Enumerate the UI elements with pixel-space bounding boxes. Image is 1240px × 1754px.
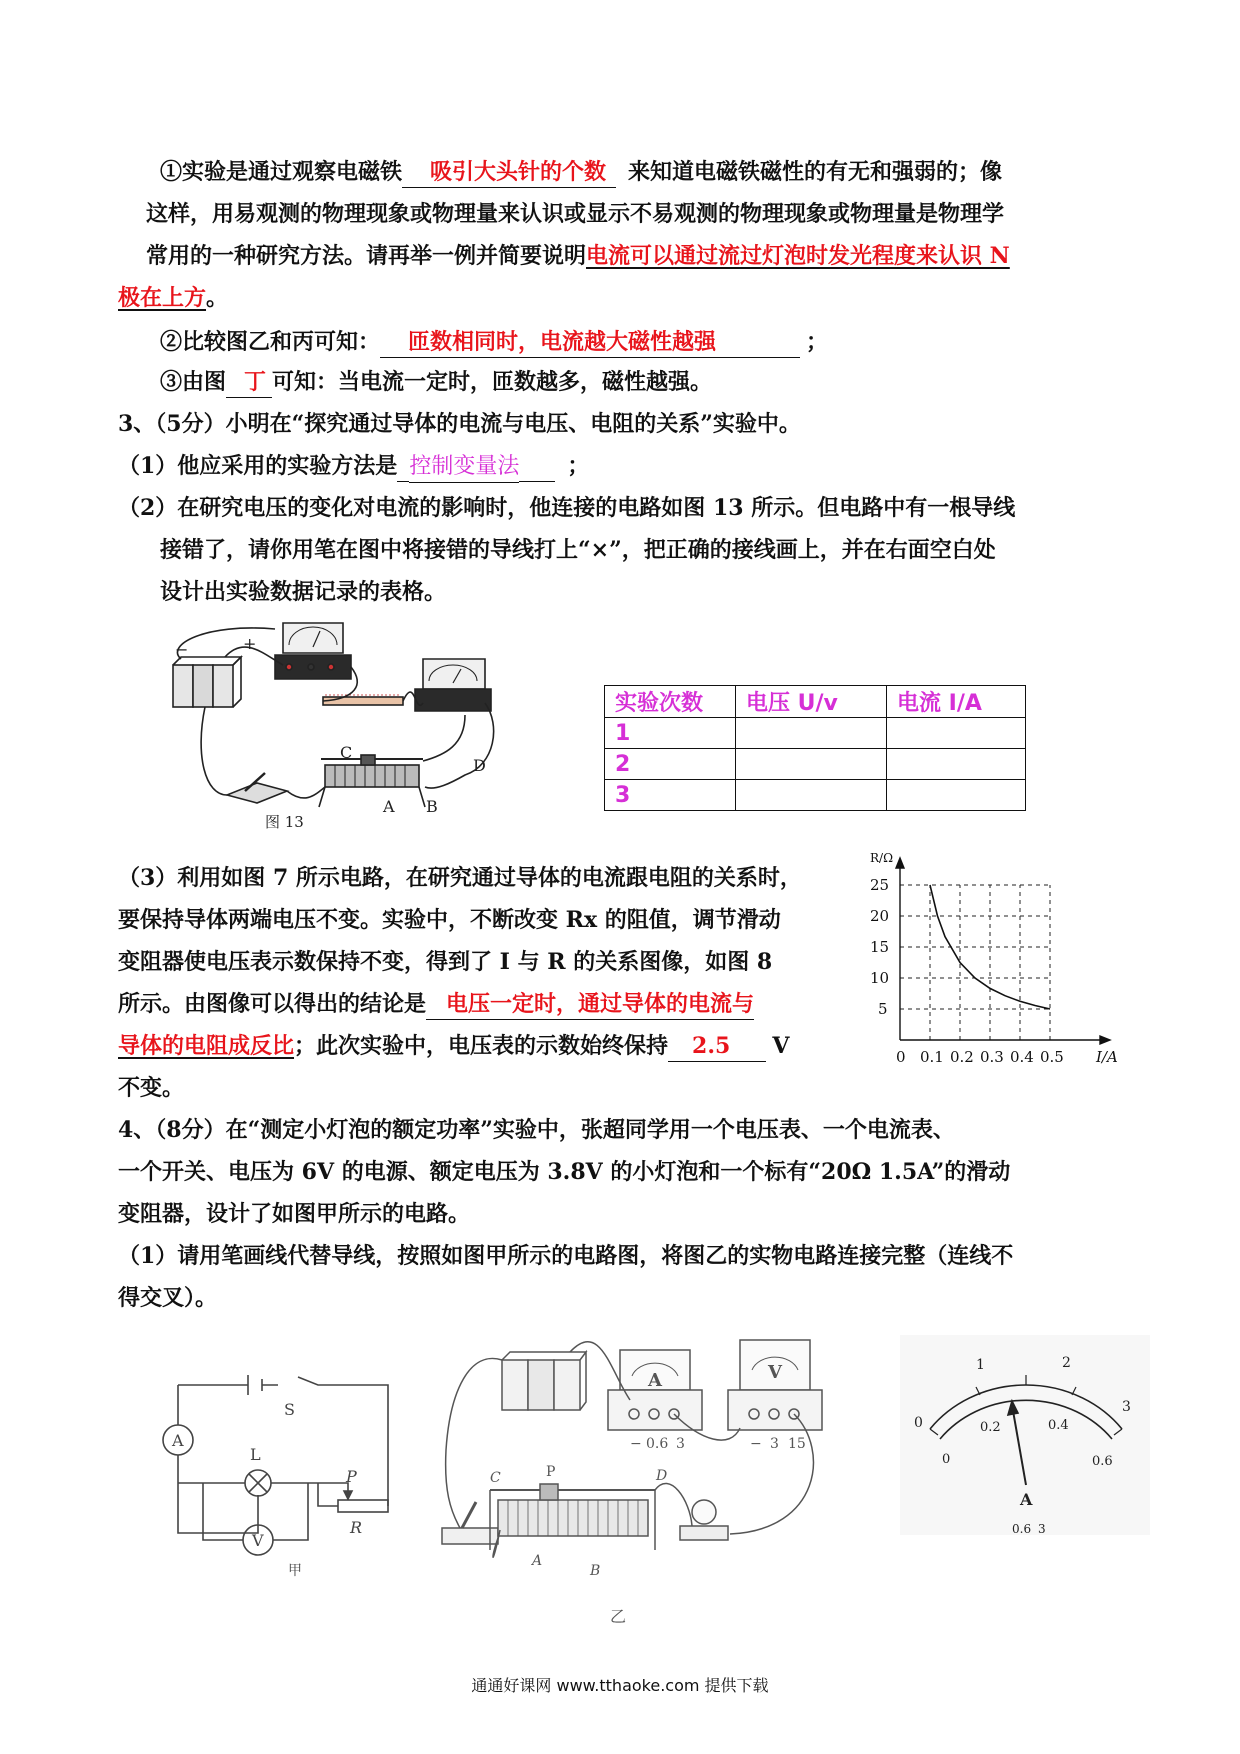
q4-part1-line1: （1）请用笔画线代替导线，按照如图甲所示的电路图，将图乙的实物电路连接完整（连线不 [118, 1243, 1014, 1269]
x-tick-label: 0.2 [950, 1048, 974, 1066]
q2-item1-example-answer: 电流可以通过流过灯泡时发光程度来认识 N [586, 243, 1010, 269]
dial-bottom-02: 0.2 [980, 1420, 1001, 1435]
battery-pack-icon [173, 657, 241, 707]
q3-part3-line1: （3）利用如图 7 所示电路，在研究通过导体的电流跟电阻的关系时， [118, 865, 802, 891]
q2-item1-example-answer-cont: 极在上方 [118, 285, 207, 311]
table-row [605, 749, 1026, 780]
jia-label-l: L [250, 1445, 261, 1464]
q3-part3-line4 [118, 989, 754, 1020]
yi-ammeter-letter: A [648, 1370, 662, 1391]
yi-caption: 乙 [610, 1607, 627, 1626]
q2-item1-line3-text: 常用的一种研究方法。请再举一例并简要说明 [146, 243, 587, 269]
r-i-graph [860, 850, 1130, 1072]
q3-part3-line5 [118, 1031, 789, 1062]
y-axis-label: R/Ω [870, 851, 894, 865]
q3-part2-line2: 接错了，请你用笔在图中将接错的导线打上“×”，把正确的接线画上，并在右面空白处 [160, 537, 996, 563]
table-cell: 3 [605, 780, 736, 811]
fig13-label-d: D [473, 756, 486, 775]
rheostat-real-icon [490, 1484, 655, 1550]
table-header-cell: 电流 I/A [887, 686, 1026, 718]
y-tick-label: 20 [870, 907, 890, 925]
x-tick-label: 0 [896, 1048, 906, 1066]
table-cell [736, 718, 887, 749]
table-header-cell: 电压 U/v [736, 686, 887, 718]
fig13-label-c: C [340, 743, 353, 762]
x-tick-label: 0.3 [980, 1048, 1004, 1066]
q2-item1-line3 [146, 241, 1010, 271]
figure-13-circuit [165, 615, 505, 830]
rheostat-symbol-icon [338, 1500, 388, 1512]
yi-ammeter-minus: − [630, 1436, 642, 1452]
table-cell: 2 [605, 749, 736, 780]
dial-unit-a: A [1020, 1490, 1033, 1509]
table-header-row [605, 686, 1026, 718]
q2-item2-line [160, 327, 828, 358]
yi-label-b: B [590, 1563, 601, 1579]
q2-item2-answer: 匝数相同时，电流越大磁性越强 [408, 327, 716, 358]
x-axis-arrow [1100, 1036, 1110, 1044]
q3-part3-unit: V [772, 1033, 790, 1059]
x-tick-label: 0.4 [1010, 1048, 1034, 1066]
table-cell [736, 749, 887, 780]
rheostat-icon [319, 755, 425, 807]
yi-label-p: P [546, 1464, 556, 1480]
dial-top-1: 1 [976, 1357, 985, 1373]
q3-heading: 3、（5分）小明在“探究通过导体的电流与电压、电阻的关系”实验中。 [118, 411, 801, 437]
fig13-label-b: B [426, 797, 438, 816]
q4-line2: 一个开关、电压为 6V 的电源、额定电压为 3.8V 的小灯泡和一个标有“20Ω 1.5A”的滑动 [118, 1159, 1011, 1185]
data-record-table [604, 685, 1026, 811]
jia-label-r: R [350, 1518, 363, 1537]
dial-top-2: 2 [1062, 1355, 1071, 1371]
y-tick-label: 15 [870, 938, 890, 956]
dial-bottom-06: 0.6 [1092, 1454, 1113, 1469]
q3-part3-answer: 电压一定时，通过导体的电流与 [446, 989, 754, 1020]
fig13-caption: 图 13 [265, 813, 304, 830]
table-row [605, 780, 1026, 811]
fig13-label-minus: − [175, 640, 189, 659]
jia-caption: 甲 [288, 1563, 302, 1579]
yi-ammeter-3: 3 [676, 1436, 685, 1452]
yi-voltmeter-letter: V [768, 1362, 782, 1383]
q2-item3-text: ③由图 [160, 369, 227, 395]
yi-label-a: A [532, 1553, 543, 1569]
table-row [605, 718, 1026, 749]
yi-voltmeter-3: 3 [770, 1436, 779, 1452]
yi-voltmeter-15: 15 [788, 1436, 806, 1452]
x-tick-label: 0.1 [920, 1048, 944, 1066]
q3-part3-text: 所示。由图像可以得出的结论是 [118, 991, 427, 1017]
q3-part1-answer: 控制变量法 [409, 452, 519, 483]
q3-part1-line [118, 451, 589, 483]
q3-part3-line6: 不变。 [118, 1075, 185, 1101]
figure-yi-real-circuit [440, 1330, 860, 1630]
q4-line3: 变阻器，设计了如图甲所示的电路。 [118, 1201, 471, 1227]
q4-line1: 4、（8分）在“测定小灯泡的额定功率”实验中，张超同学用一个电压表、一个电流表、 [118, 1117, 955, 1143]
q2-item1-answer: 吸引大头针的个数 [430, 157, 606, 188]
q3-part1-text: （1）他应采用的实验方法是 [118, 453, 398, 479]
switch-icon [227, 773, 287, 803]
ammeter-dial-figure [900, 1335, 1150, 1535]
yi-label-c: C [490, 1470, 501, 1486]
fig13-label-plus: + [243, 634, 257, 653]
q2-item2-end: ； [806, 329, 829, 355]
voltmeter-real-icon [728, 1340, 822, 1430]
q2-item3-text-b: 可知：当电流一定时，匝数越多，磁性越强。 [272, 369, 713, 395]
x-axis-label: I/A [1096, 1048, 1118, 1066]
q3-part3-line2: 要保持导体两端电压不变。实验中，不断改变 Rx 的阻值，调节滑动 [118, 907, 781, 933]
yi-ammeter-06: 0.6 [646, 1436, 669, 1452]
table-cell [887, 780, 1026, 811]
q2-item1-line1 [160, 157, 1002, 188]
dial-top-0: 0 [914, 1415, 923, 1431]
x-tick-label: 0.5 [1040, 1048, 1064, 1066]
q2-item1-line4 [118, 283, 228, 313]
table-cell: 1 [605, 718, 736, 749]
q2-item1-text-b: 来知道电磁铁磁性的有无和强弱的；像 [628, 159, 1003, 185]
q4-part1-line2: 得交叉）。 [118, 1285, 218, 1311]
q3-part2-line1: （2）在研究电压的变化对电流的影响时，他连接的电路如图 13 所示。但电路中有一根导线 [118, 495, 1016, 521]
jia-label-a: A [172, 1431, 184, 1450]
q2-item2-text: ②比较图乙和丙可知： [160, 329, 381, 355]
y-tick-label: 5 [878, 1000, 888, 1018]
fig13-label-a: A [383, 797, 395, 816]
ammeter-icon [275, 623, 351, 679]
q2-item3-answer: 丁 [244, 367, 266, 398]
q3-part3-answer-cont: 导体的电阻成反比 [118, 1033, 295, 1059]
y-tick-label: 10 [870, 969, 890, 987]
q2-item3-line [160, 367, 712, 398]
table-header-cell: 实验次数 [605, 686, 736, 718]
q2-item1-text: ①实验是通过观察电磁铁 [160, 159, 403, 185]
battery-icon [502, 1352, 586, 1410]
figure-jia-schematic [158, 1365, 408, 1580]
y-tick-label: 25 [870, 876, 890, 894]
table-cell [736, 780, 887, 811]
yi-label-d: D [656, 1468, 668, 1484]
dial-terminal-06: 0.6 [1012, 1522, 1032, 1535]
table-cell [887, 718, 1026, 749]
dial-bottom-04: 0.4 [1048, 1418, 1069, 1433]
q3-part1-end: ； [567, 453, 590, 479]
q3-part3-text-b: ；此次实验中，电压表的示数始终保持 [294, 1033, 669, 1059]
q2-item1-line2: 这样，用易观测的物理现象或物理量来认识或显示不易观测的物理现象或物理量是物理学 [146, 201, 1005, 227]
table-cell [887, 749, 1026, 780]
yi-voltmeter-minus: − [750, 1436, 762, 1452]
dial-bottom-0: 0 [942, 1452, 951, 1467]
jia-label-v: V [252, 1531, 264, 1550]
dial-terminal-3: 3 [1038, 1522, 1046, 1535]
page-footer: 通通好课网 www.tthaoke.com 提供下载 [471, 1676, 769, 1695]
q2-item1-period: 。 [206, 285, 229, 311]
jia-label-p: P [346, 1467, 357, 1486]
q3-part3-line3: 变阻器使电压表示数保持不变，得到了 I 与 R 的关系图像，如图 8 [118, 949, 773, 975]
jia-label-s: S [284, 1400, 295, 1419]
q3-part3-voltage-answer: 2.5 [692, 1031, 730, 1062]
dial-top-3: 3 [1122, 1399, 1131, 1415]
y-axis-arrow [896, 858, 904, 868]
voltmeter-icon [415, 659, 491, 711]
q3-part2-line3: 设计出实验数据记录的表格。 [160, 579, 447, 605]
